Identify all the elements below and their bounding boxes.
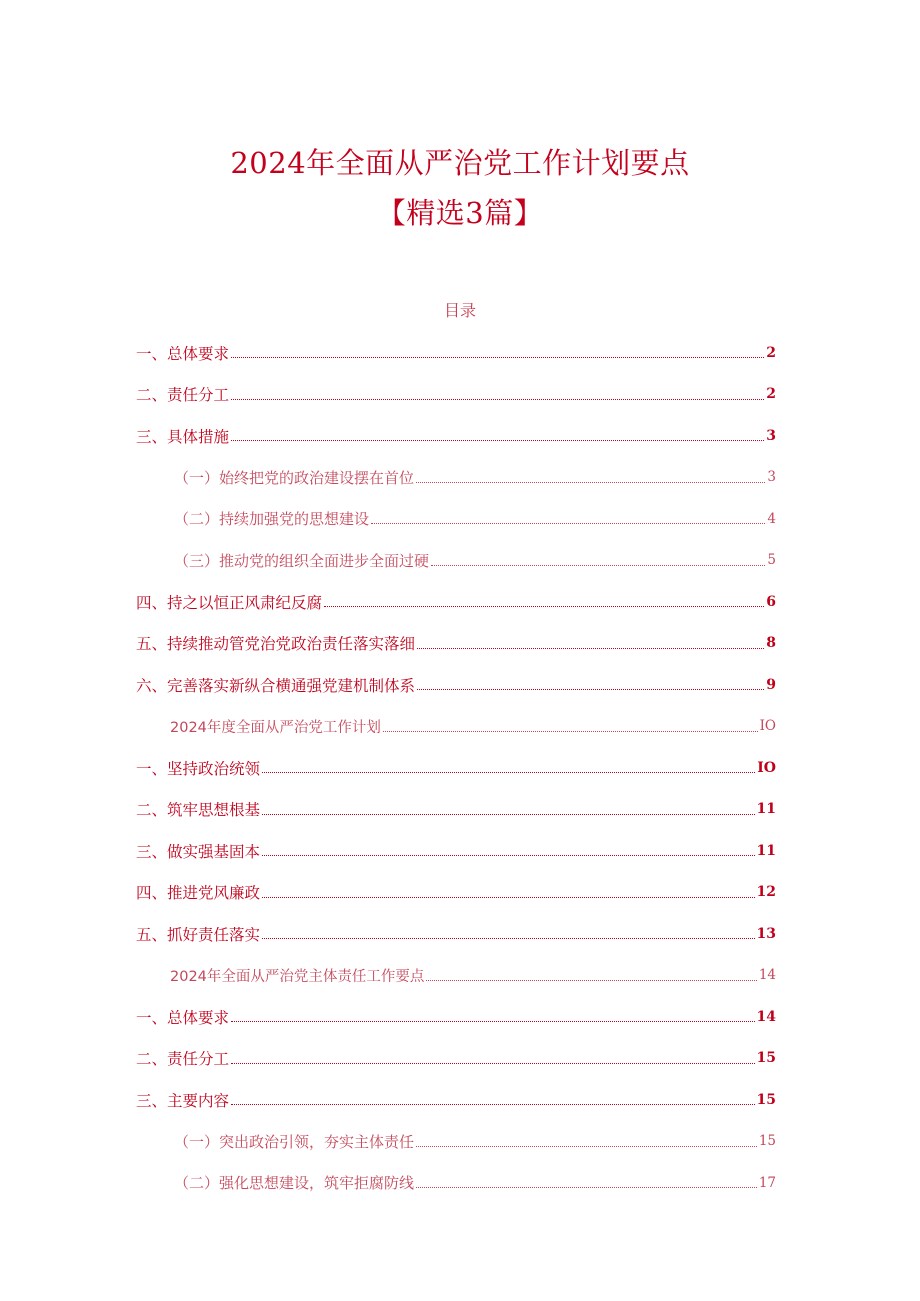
toc-entry-page-number: 15: [756, 1050, 776, 1067]
toc-entry-label: 二、责任分工: [136, 386, 230, 405]
toc-dot-leader: [262, 814, 755, 815]
toc-entry-label: 五、抓好责任落实: [136, 925, 261, 944]
toc-entry[interactable]: [136, 1121, 776, 1163]
toc-heading: 目录: [443, 301, 476, 320]
toc-entry[interactable]: [136, 664, 776, 706]
toc-entry-page-number: 14: [758, 967, 776, 984]
toc-entry[interactable]: [136, 1038, 776, 1080]
toc-entry-label: 三、具体措施: [136, 427, 230, 446]
toc-entry-page-number: 9: [766, 676, 776, 693]
toc-dot-leader: [262, 938, 755, 939]
toc-entry-page-number: 5: [767, 552, 776, 569]
toc-dot-leader: [231, 399, 764, 400]
toc-entry-label: （一）突出政治引领，夯实主体责任: [174, 1132, 415, 1151]
toc-entry-label: （一）始终把党的政治建设摆在首位: [174, 468, 415, 487]
toc-dot-leader: [262, 897, 755, 898]
toc-entry-label: 2024年度全面从严治党工作计划: [170, 719, 381, 736]
toc-entry-label: 2024年全面从严治党主体责任工作要点: [170, 968, 425, 985]
toc-dot-leader: [231, 1021, 755, 1022]
toc-dot-leader: [231, 440, 764, 441]
toc-entry-label: 二、筑牢思想根基: [136, 801, 261, 820]
toc-dot-leader: [416, 482, 765, 483]
table-of-contents: [136, 332, 776, 1204]
toc-entry-page-number: IO: [759, 718, 776, 735]
toc-dot-leader: [324, 606, 764, 607]
toc-entry-page-number: 13: [756, 925, 776, 942]
toc-entry-page-number: 3: [767, 469, 776, 486]
toc-entry-page-number: 14: [756, 1008, 776, 1025]
title-line-subtitle: 【精选3篇】: [376, 196, 544, 230]
toc-entry-page-number: 8: [766, 635, 776, 652]
toc-entry[interactable]: [136, 747, 776, 789]
toc-dot-leader: [416, 1187, 757, 1188]
toc-entry-label: 二、责任分工: [136, 1050, 230, 1069]
toc-entry[interactable]: [136, 332, 776, 374]
toc-entry-label: 一、总体要求: [136, 344, 230, 363]
toc-entry[interactable]: [136, 581, 776, 623]
toc-entry-label: 五、持续推动管党治党政治责任落实落细: [136, 635, 416, 654]
toc-entry-page-number: 15: [756, 1091, 776, 1108]
toc-dot-leader: [262, 855, 755, 856]
toc-entry-label: 四、推进党风廉政: [136, 884, 261, 903]
toc-entry-page-number: 17: [758, 1174, 776, 1191]
toc-entry[interactable]: [136, 913, 776, 955]
toc-dot-leader: [426, 980, 756, 981]
toc-entry[interactable]: [136, 1162, 776, 1204]
toc-dot-leader: [371, 523, 765, 524]
toc-entry[interactable]: [136, 374, 776, 416]
toc-entry-page-number: IO: [757, 759, 776, 776]
toc-dot-leader: [231, 1104, 755, 1105]
toc-entry-label: 六、完善落实新纵合横通强党建机制体系: [136, 676, 416, 695]
toc-dot-leader: [416, 1146, 757, 1147]
toc-entry-label: （三）推动党的组织全面进步全面过硬: [174, 551, 430, 570]
toc-entry-label: 一、总体要求: [136, 1008, 230, 1027]
toc-entry[interactable]: [136, 955, 776, 997]
toc-entry[interactable]: [136, 498, 776, 540]
toc-entry-label: （二）持续加强党的思想建设: [174, 510, 370, 529]
toc-entry-page-number: 2: [766, 344, 776, 361]
toc-entry-label: 一、坚持政治统领: [136, 759, 261, 778]
toc-entry-page-number: 2: [766, 386, 776, 403]
toc-entry[interactable]: [136, 415, 776, 457]
toc-entry-page-number: 4: [767, 510, 776, 527]
toc-entry-page-number: 11: [756, 842, 776, 859]
toc-entry[interactable]: [136, 1079, 776, 1121]
toc-entry-page-number: 3: [766, 427, 776, 444]
toc-entry[interactable]: [136, 996, 776, 1038]
title-line-main: 2024年全面从严治党工作计划要点: [230, 146, 690, 180]
toc-entry[interactable]: [136, 457, 776, 499]
toc-entry-page-number: 6: [766, 593, 776, 610]
toc-entry[interactable]: [136, 789, 776, 831]
toc-dot-leader: [431, 565, 765, 566]
toc-entry[interactable]: [136, 540, 776, 582]
toc-entry-page-number: 15: [758, 1133, 776, 1150]
toc-dot-leader: [417, 689, 764, 690]
toc-dot-leader: [231, 357, 764, 358]
toc-entry-page-number: 12: [756, 884, 776, 901]
toc-dot-leader: [231, 1063, 755, 1064]
toc-entry[interactable]: [136, 623, 776, 665]
toc-entry[interactable]: [136, 872, 776, 914]
toc-dot-leader: [383, 731, 758, 732]
toc-entry-label: （二）强化思想建设，筑牢拒腐防线: [174, 1174, 415, 1193]
toc-entry-label: 三、主要内容: [136, 1091, 230, 1110]
toc-dot-leader: [262, 772, 755, 773]
toc-entry[interactable]: [136, 706, 776, 748]
toc-dot-leader: [417, 648, 764, 649]
toc-entry-label: 三、做实强基固本: [136, 842, 261, 861]
toc-entry[interactable]: [136, 830, 776, 872]
toc-entry-label: 四、持之以恒正风肃纪反腐: [136, 593, 323, 612]
toc-entry-page-number: 11: [756, 801, 776, 818]
document-title: [0, 138, 920, 238]
